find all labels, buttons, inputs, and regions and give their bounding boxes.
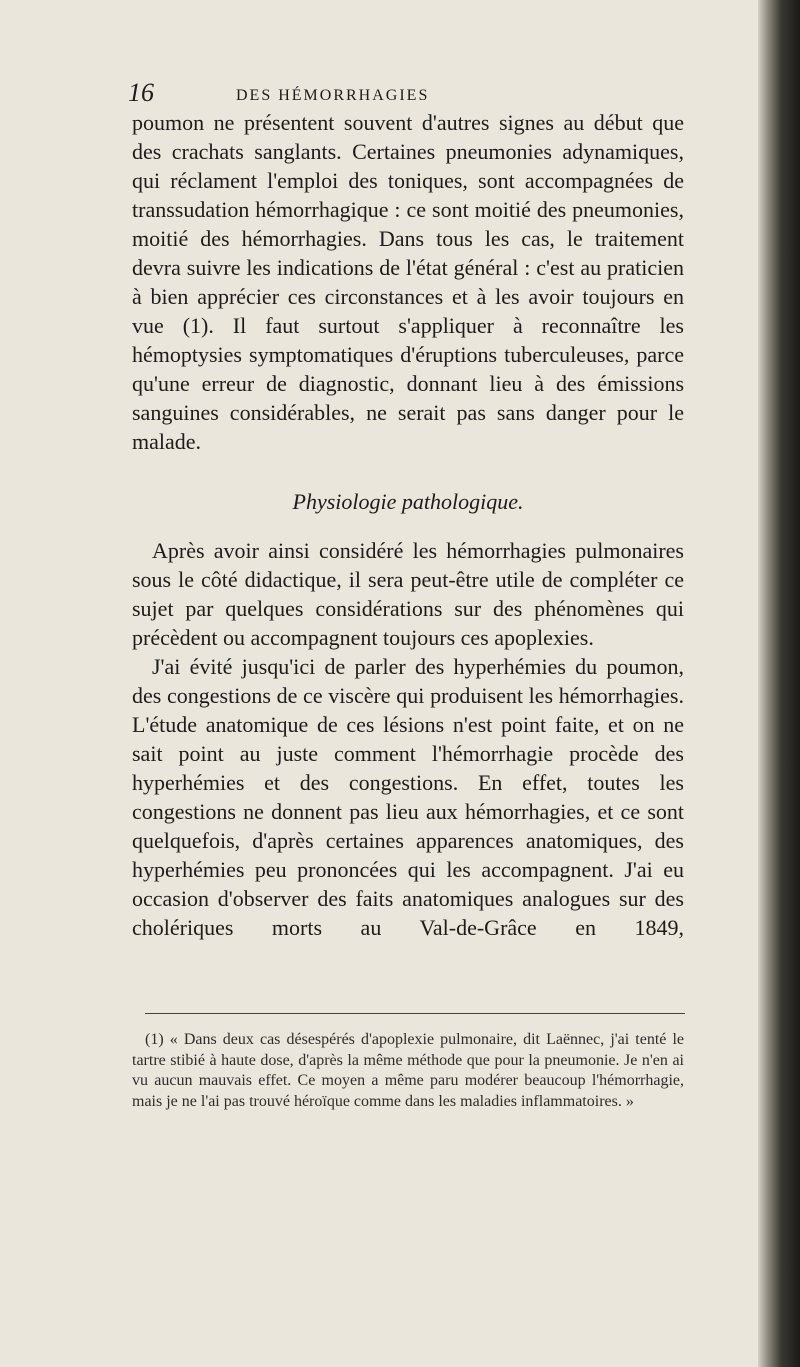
footnote-text: « Dans deux cas désespérés d'apoplexie pulmonaire, dit Laënnec, j'ai tenté le tartre stibié à haute dose, d'après la même méthode que pour la pneumonie. Je n'en ai vu aucun mauvais effet. Ce moyen a même paru modérer beaucoup l'hémorrhagie, mais je ne l'ai pas trouvé héroïque comme dans les maladies inflammatoires. » <box>132 1031 685 1110</box>
paragraph-2: Après avoir ainsi considéré les hémorrhagies pulmonaires sous le côté didactique, il sera peut-être utile de compléter ce sujet par quelques considérations sur des phénomènes qui précèdent ou accompagnent toujours ces apoplexies. <box>132 538 684 650</box>
footnote <box>132 1030 684 1112</box>
footnote-marker: (1) <box>145 1031 164 1048</box>
section-title: Physiologie pathologique. <box>292 489 524 514</box>
running-title: DES HÉMORRHAGIES <box>236 87 430 104</box>
main-text <box>132 108 684 942</box>
paragraph-3: J'ai évité jusqu'ici de parler des hyperhémies du poumon, des congestions de ce viscère qui produisent les hémorrhagies. L'étude anatomique de ces lésions n'est point faite, et on ne sait point au juste comment l'hémorrhagie procède des hyperhémies et des congestions. En effet, toutes les congestions ne donnent pas lieu aux hémorrhagies, et ce sont quelquefois, d'après certaines apparences anatomiques, des hyperhémies peu prononcées qui les accompagnent. J'ai eu occasion d'observer des faits anatomiques analogues sur des cholériques morts au Val-de-Grâce en 1849, <box>132 654 684 940</box>
paragraph-1: poumon ne présentent souvent d'autres signes au début que des crachats sanglants. Certaines pneumonies adynamiques, qui réclament l'emploi des toniques, sont accompagnées de transsudation hémorrhagique : ce sont moitié des pneumonies, moitié des hémorrhagies. Dans tous les cas, le traitement devra suivre les indications de l'état général : c'est au praticien à bien apprécier ces circonstances et à les avoir toujours en vue (1). Il faut surtout s'appliquer à reconnaître les hémoptysies symptomatiques d'éruptions tuberculeuses, parce qu'une erreur de diagnostic, donnant lieu à des émissions sanguines considérables, ne serait pas sans danger pour le malade. <box>132 110 684 454</box>
page-number: 16 <box>128 78 154 107</box>
footnote-divider <box>145 1013 685 1014</box>
book-binding-edge <box>758 0 800 1367</box>
